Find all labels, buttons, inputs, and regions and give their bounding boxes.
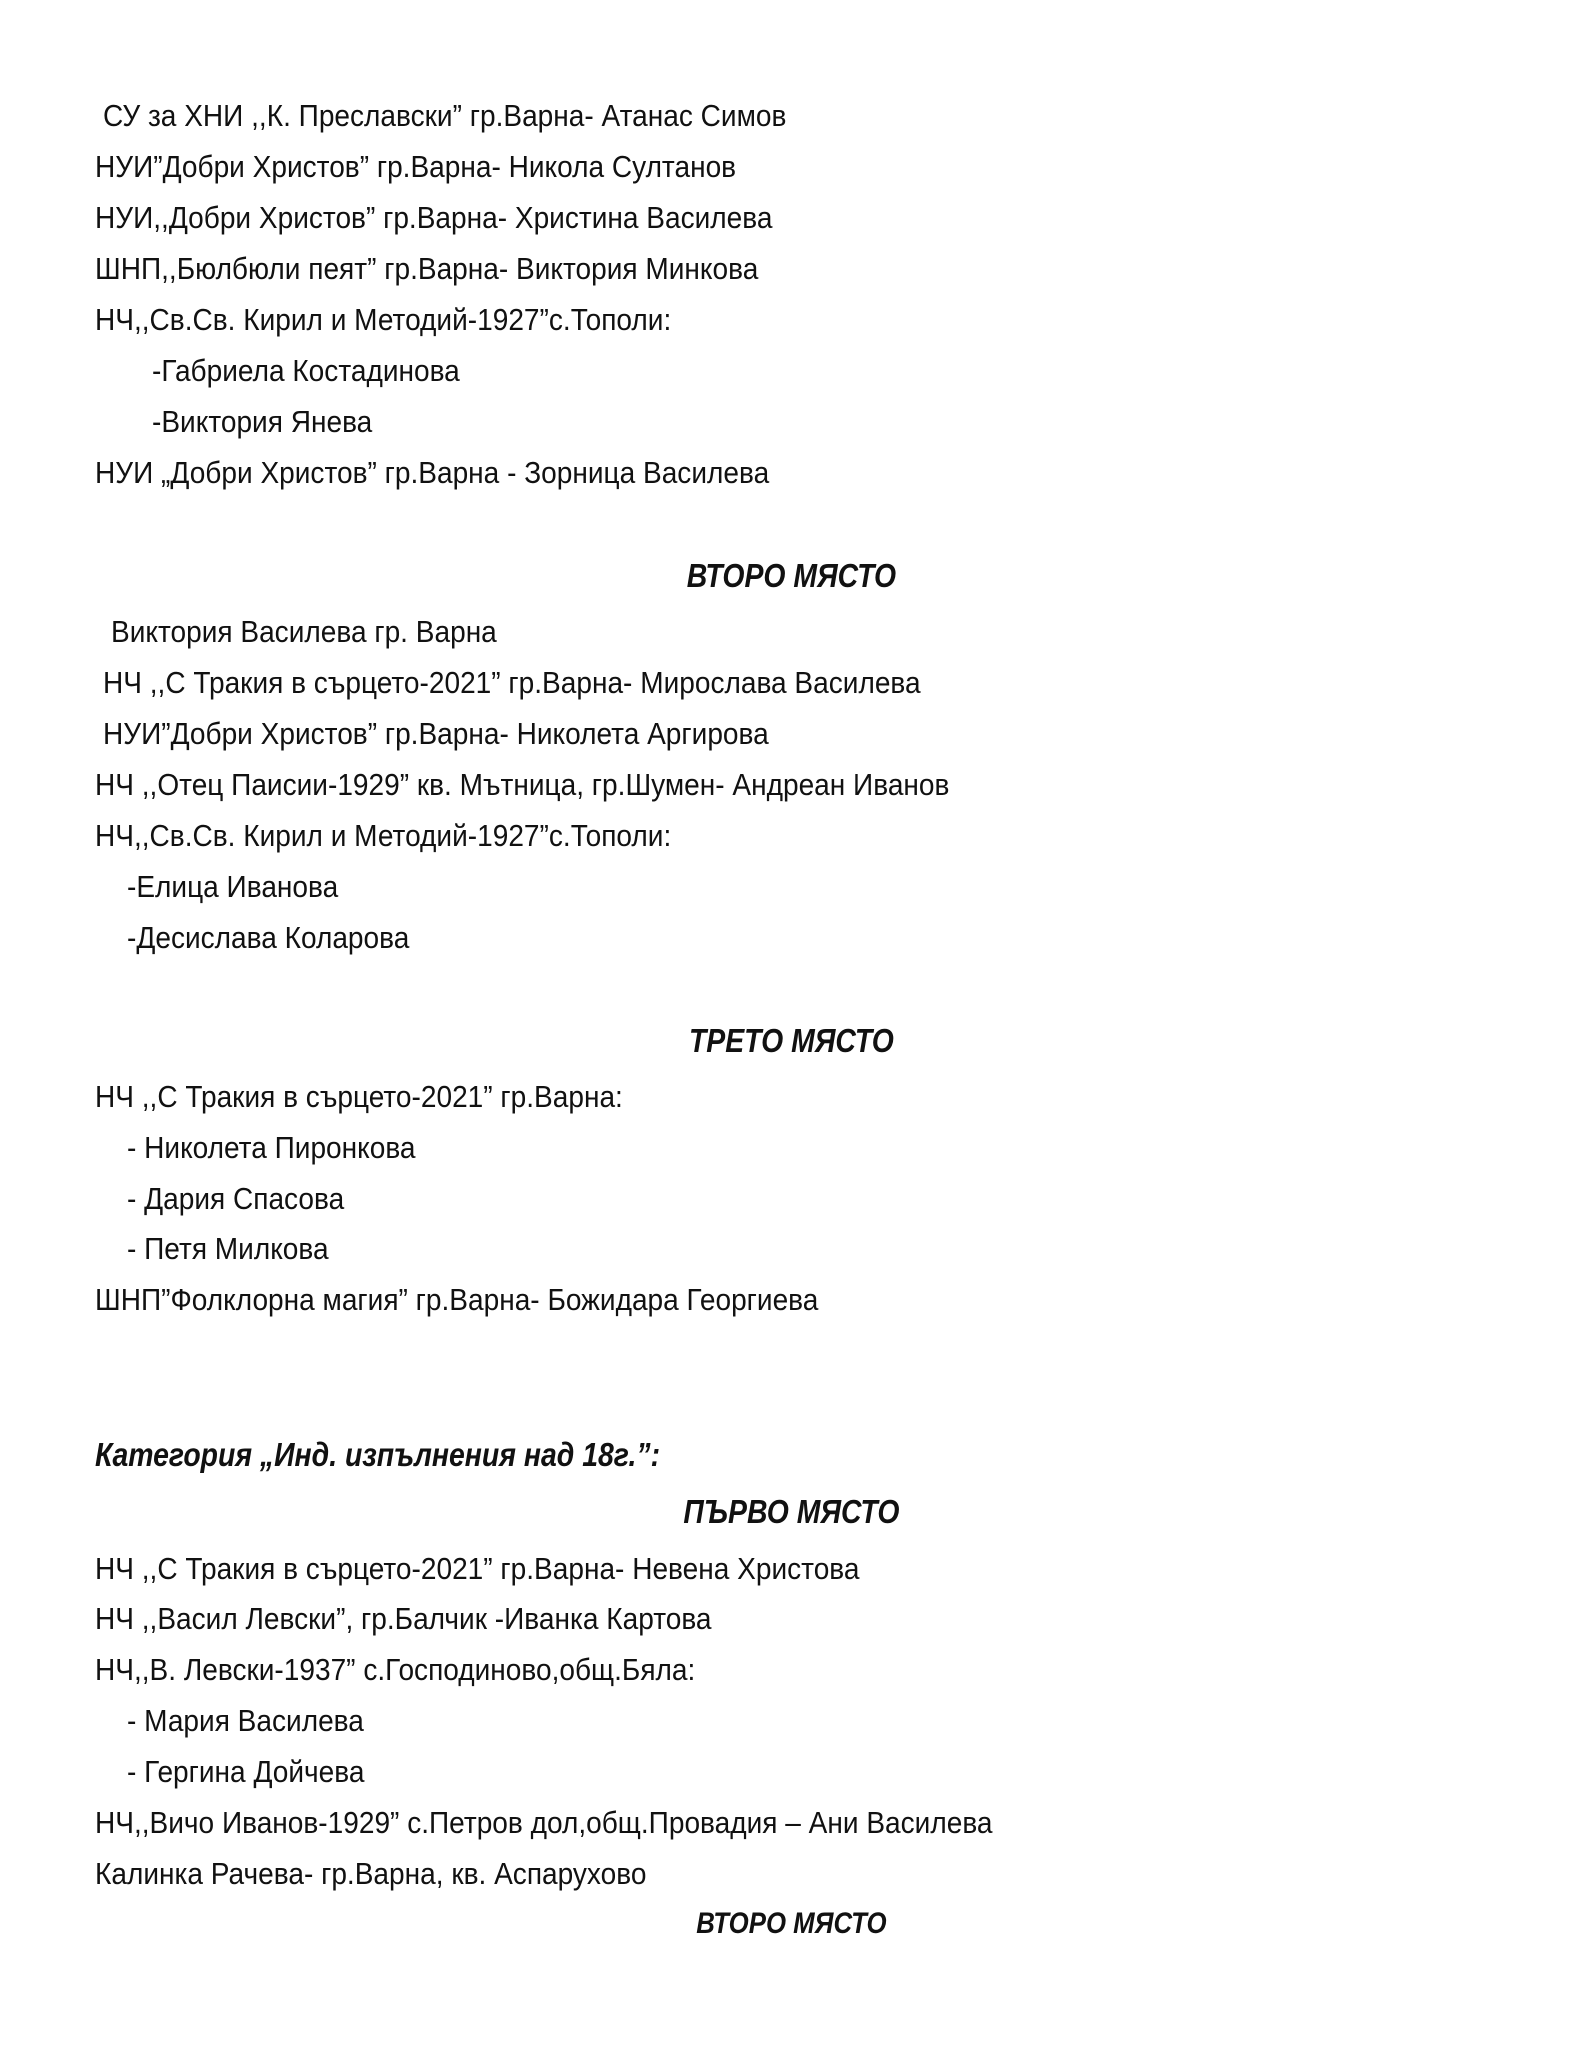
list-subitem: - Петя Милкова [127,1231,329,1266]
list-subitem: -Габриела Костадинова [152,353,460,388]
list-item: НЧ ,,С Тракия в сърцето-2021” гр.Варна- Мирослава Василева [103,665,921,700]
section-heading-first-place: ПЪРВО МЯСТО [683,1493,900,1530]
list-item: СУ за ХНИ ,,К. Преславски” гр.Варна- Атанас Симов [103,98,787,133]
section-heading-third-place: ТРЕТО МЯСТО [688,1022,894,1059]
section-heading-second-place-over-18: ВТОРО МЯСТО [696,1907,887,1940]
list-item: НУИ”Добри Христов” гр.Варна- Николета Аргирова [103,716,769,751]
list-item: ШНП”Фолклорна магия” гр.Варна- Божидара Георгиева [95,1282,819,1317]
list-item: НЧ ,,С Тракия в сърцето-2021” гр.Варна: [95,1079,623,1114]
list-item: НЧ ,,Васил Левски”, гр.Балчик -Иванка Картова [95,1601,712,1636]
list-subitem: - Мария Василева [127,1703,364,1738]
list-item: НЧ,,Св.Св. Кирил и Методий-1927”с.Тополи: [95,818,672,853]
list-subitem: - Гергина Дойчева [127,1754,365,1789]
list-item: Виктория Василева гр. Варна [111,614,497,649]
list-item: НУИ”Добри Христов” гр.Варна- Никола Султанов [95,149,737,184]
list-subitem: - Дария Спасова [127,1181,345,1216]
section-heading-second-place: ВТОРО МЯСТО [686,557,897,594]
category-title: Категория „Инд. изпълнения над 18г.”: [95,1436,661,1473]
list-item: НЧ,,Вичо Иванов-1929” с.Петров дол,общ.Провадия – Ани Василева [95,1805,993,1840]
list-item: НУИ,,Добри Христов” гр.Варна- Христина Василева [95,200,773,235]
list-item: НЧ,,В. Левски-1937” с.Господиново,общ.Бяла: [95,1652,696,1687]
list-subitem: -Десислава Коларова [127,920,410,955]
list-item: ШНП,,Бюлбюли пеят” гр.Варна- Виктория Минкова [95,251,759,286]
list-item: НЧ ,,С Тракия в сърцето-2021” гр.Варна- Невена Христова [95,1551,860,1586]
list-subitem: - Николета Пиронкова [127,1130,416,1165]
list-subitem: -Елица Иванова [127,869,339,904]
list-item: Калинка Рачева- гр.Варна, кв. Аспарухово [95,1856,647,1891]
list-subitem: -Виктория Янева [152,404,373,439]
list-item: НУИ „Добри Христов” гр.Варна - Зорница Василева [95,455,770,490]
list-item: НЧ,,Св.Св. Кирил и Методий-1927”с.Тополи: [95,302,672,337]
list-item: НЧ ,,Отец Паисии-1929” кв. Мътница, гр.Шумен- Андреан Иванов [95,767,950,802]
